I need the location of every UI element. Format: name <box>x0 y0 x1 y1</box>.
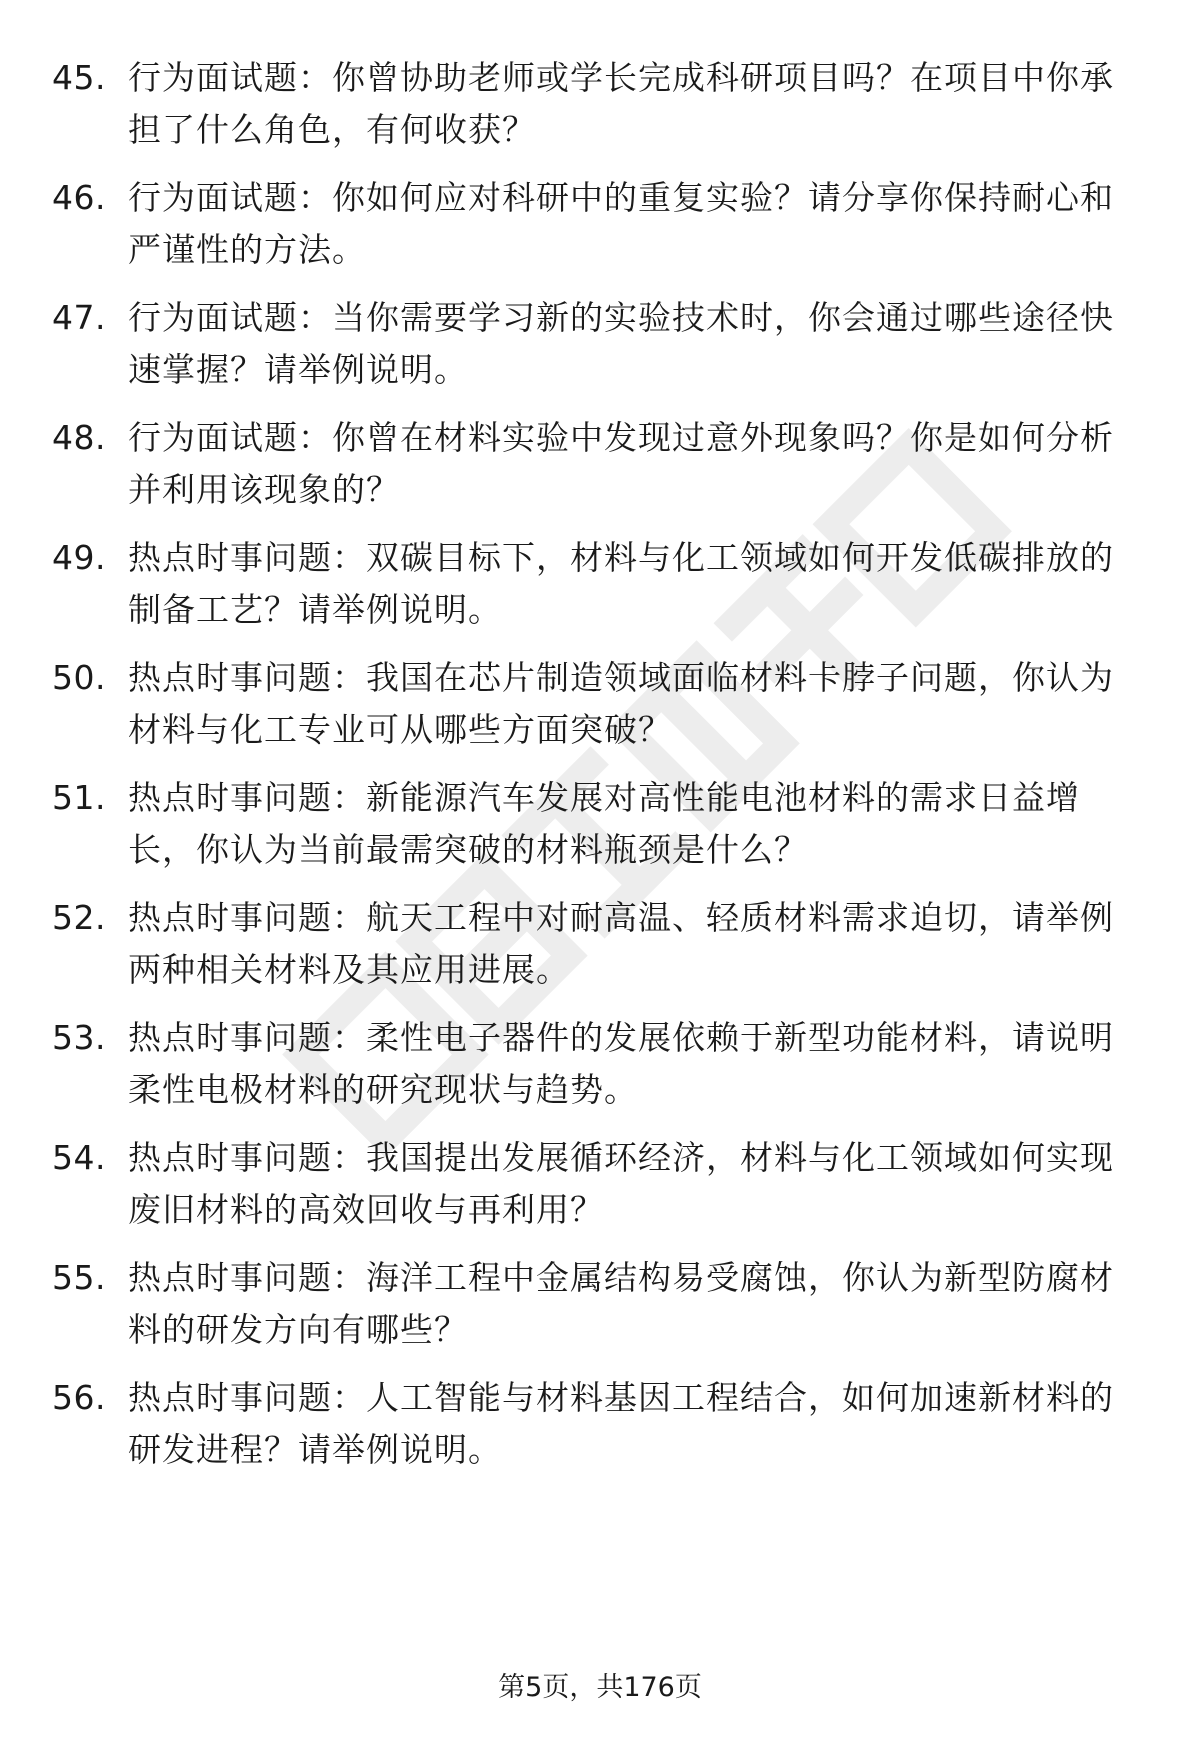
page-number-footer: 第5页，共176页 <box>498 1672 702 1703</box>
question-number: 53. <box>52 1018 106 1057</box>
question-item <box>0 52 1200 172</box>
question-text: 行为面试题：你曾在材料实验中发现过意外现象吗？你是如何分析并利用该现象的？ <box>128 418 1114 509</box>
question-text: 行为面试题：你如何应对科研中的重复实验？请分享你保持耐心和严谨性的方法。 <box>128 178 1114 269</box>
question-number: 50. <box>52 658 106 697</box>
question-item <box>0 1372 1200 1492</box>
question-number: 46. <box>52 178 106 217</box>
question-text: 热点时事问题：双碳目标下，材料与化工领域如何开发低碳排放的制备工艺？请举例说明。 <box>128 538 1114 629</box>
question-number: 54. <box>52 1138 106 1177</box>
question-number: 47. <box>52 298 106 337</box>
question-item <box>0 292 1200 412</box>
question-text: 热点时事问题：航天工程中对耐高温、轻质材料需求迫切，请举例两种相关材料及其应用进展。 <box>128 898 1114 989</box>
question-item <box>0 772 1200 892</box>
question-number: 48. <box>52 418 106 457</box>
question-item <box>0 892 1200 1012</box>
question-item <box>0 1252 1200 1372</box>
question-text: 行为面试题：你曾协助老师或学长完成科研项目吗？在项目中你承担了什么角色，有何收获？ <box>128 58 1114 149</box>
question-text: 热点时事问题：我国提出发展循环经济，材料与化工领域如何实现废旧材料的高效回收与再利用？ <box>128 1138 1114 1229</box>
question-text: 热点时事问题：海洋工程中金属结构易受腐蚀，你认为新型防腐材料的研发方向有哪些？ <box>128 1258 1114 1349</box>
question-item <box>0 1132 1200 1252</box>
question-item <box>0 652 1200 772</box>
question-text: 行为面试题：当你需要学习新的实验技术时，你会通过哪些途径快速掌握？请举例说明。 <box>128 298 1114 389</box>
question-item <box>0 532 1200 652</box>
question-number: 51. <box>52 778 106 817</box>
question-number: 45. <box>52 58 106 97</box>
question-text: 热点时事问题：新能源汽车发展对高性能电池材料的需求日益增长，你认为当前最需突破的材料瓶颈是什么？ <box>128 778 1080 869</box>
question-number: 56. <box>52 1378 106 1417</box>
question-number: 55. <box>52 1258 106 1297</box>
question-item <box>0 172 1200 292</box>
question-text: 热点时事问题：柔性电子器件的发展依赖于新型功能材料，请说明柔性电极材料的研究现状与趋势。 <box>128 1018 1114 1109</box>
question-item <box>0 1012 1200 1132</box>
question-text: 热点时事问题：我国在芯片制造领域面临材料卡脖子问题，你认为材料与化工专业可从哪些方面突破？ <box>128 658 1114 749</box>
question-number: 49. <box>52 538 106 577</box>
question-text: 热点时事问题：人工智能与材料基因工程结合，如何加速新材料的研发进程？请举例说明。 <box>128 1378 1114 1469</box>
question-number: 52. <box>52 898 106 937</box>
question-item <box>0 412 1200 532</box>
